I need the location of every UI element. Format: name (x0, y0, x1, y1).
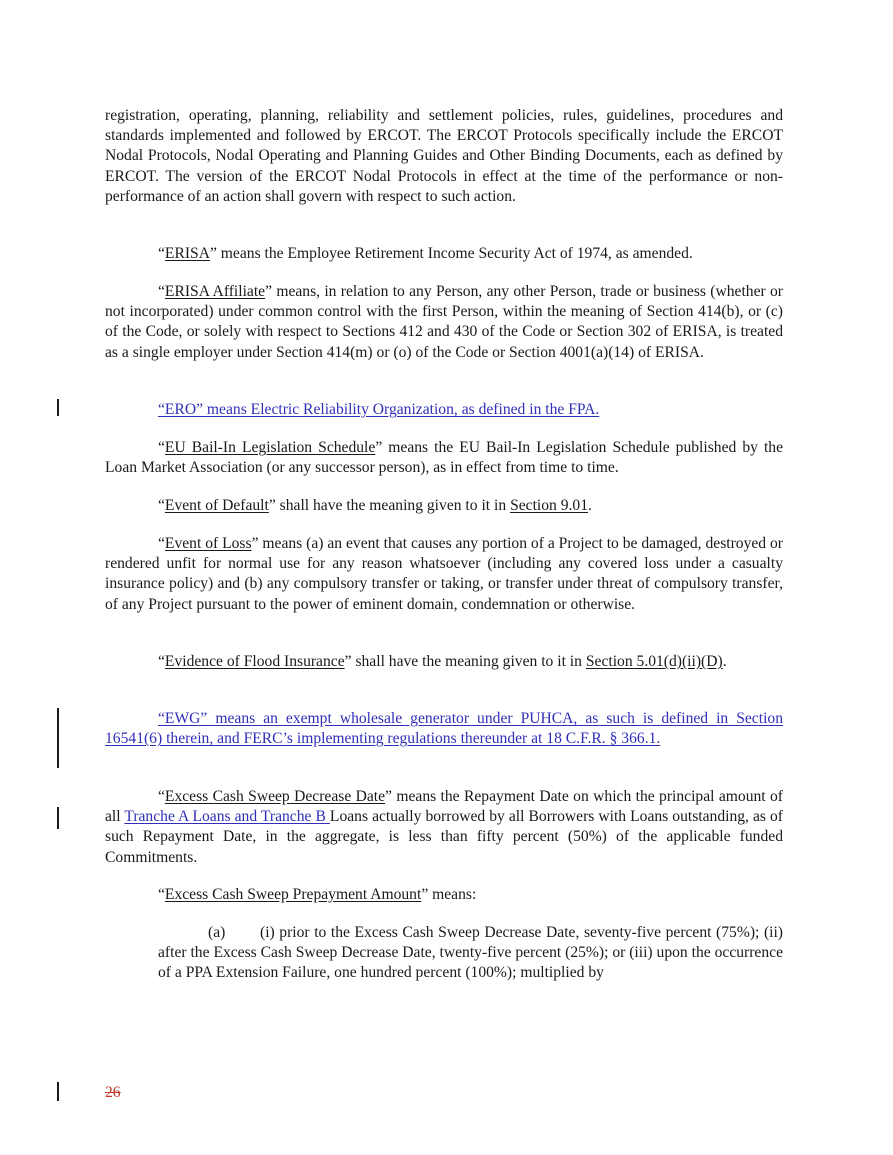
definition-ewg-inserted (105, 709, 783, 749)
definition-erisa-affiliate: “ERISA Affiliate” means, in relation to any Person, any other Person, trade or business (whether or not incorporated) under common control with the first Person, within the meaning of Section 414(b), or (c) of the Code, or solely with respect to Sections 412 and 430 of the Code or Section 302 of ERISA, is treated as a single employer under Section 414(m) or (o) of the Code or Section 4001(a)(14) of ERISA. (105, 283, 783, 361)
definition-event-of-default: “Event of Default” shall have the meaning given to it in Section 9.01. (158, 497, 592, 514)
definition-excess-cash-sweep-prepayment-amount: “Excess Cash Sweep Prepayment Amount” means: (158, 886, 477, 903)
inserted-text: Tranche A Loans and Tranche B (124, 808, 330, 826)
page-number-deleted: 26 (105, 1084, 121, 1101)
definition-ero-inserted (105, 400, 783, 420)
definition-excess-cash-sweep-decrease-date: “Excess Cash Sweep Decrease Date” means the Repayment Date on which the principal amount of all Tranche A Loans and Tranche B Loans actually borrowed by all Borrowers with Loans outstanding, as of such Repayment Date, in the aggregate, is less than fifty percent (50%) of the applicable funded Commitments. (105, 788, 784, 866)
defined-term: Event of Loss (164, 535, 252, 552)
clause-text: (i) prior to the Excess Cash Sweep Decrease Date, seventy-five percent (75%); (ii) after the Excess Cash Sweep Decrease Date, twenty-five percent (25%); or (iii) upon the occurrence of a PPA Extension Failure, one hundred percent (100%); multiplied by (158, 924, 783, 982)
inserted-text: “ERO” means Electric Reliability Organization, as defined in the FPA. (158, 401, 600, 418)
definition-erisa: “ERISA” means the Employee Retirement Income Security Act of 1974, as amended. (158, 245, 693, 262)
inserted-text: “EWG” means an exempt wholesale generator under PUHCA, as such is defined in Section 16541(6) therein, and FERC’s implementing regulations thereunder at 18 C.F.R. § 366.1. (105, 710, 783, 748)
change-bar (57, 399, 59, 416)
defined-term: ERISA Affiliate (164, 283, 266, 300)
paragraph-text: registration, operating, planning, reliability and settlement policies, rules, guidelines, procedures and standards implemented and followed by ERCOT. The ERCOT Protocols specifically include the ERCOT Nodal Protocols, Nodal Operating and Planning Guides and Other Binding Documents, each as defined by ERCOT. The version of the ERCOT Nodal Protocols in effect at the time of the performance or non-performance of an action shall govern with respect to such action. (105, 107, 783, 205)
clause-label: (a) (208, 924, 226, 941)
definition-evidence-of-flood-insurance: “Evidence of Flood Insurance” shall have the meaning given to it in Section 5.01(d)(ii)(D). (158, 653, 727, 670)
defined-term: Event of Default (164, 497, 269, 514)
change-bar (57, 807, 59, 829)
section-reference: Section 5.01(d)(ii)(D) (585, 653, 723, 670)
defined-term: EU Bail-In Legislation Schedule (164, 439, 376, 456)
defined-term: Excess Cash Sweep Prepayment Amount (164, 886, 422, 903)
section-reference: Section 9.01 (510, 497, 589, 514)
paragraph-ercot-protocols (105, 106, 783, 207)
defined-term: Excess Cash Sweep Decrease Date (164, 788, 386, 805)
change-bar (57, 708, 59, 768)
change-bar (57, 1082, 59, 1101)
definition-eu-bail-in: “EU Bail-In Legislation Schedule” means the EU Bail-In Legislation Schedule published by the Loan Market Association (or any successor person), as in effect from time to time. (105, 439, 784, 477)
defined-term: Evidence of Flood Insurance (164, 653, 345, 670)
defined-term: ERISA (164, 245, 210, 262)
definition-event-of-loss: “Event of Loss” means (a) an event that causes any portion of a Project to be damaged, destroyed or rendered unfit for normal use for any reason whatsoever (including any covered loss under a casualty insurance policy) and (b) any compulsory transfer or taking, or transfer under threat of compulsory transfer, of any Project pursuant to the power of eminent domain, condemnation or otherwise. (105, 535, 783, 613)
clause-a (158, 923, 783, 984)
